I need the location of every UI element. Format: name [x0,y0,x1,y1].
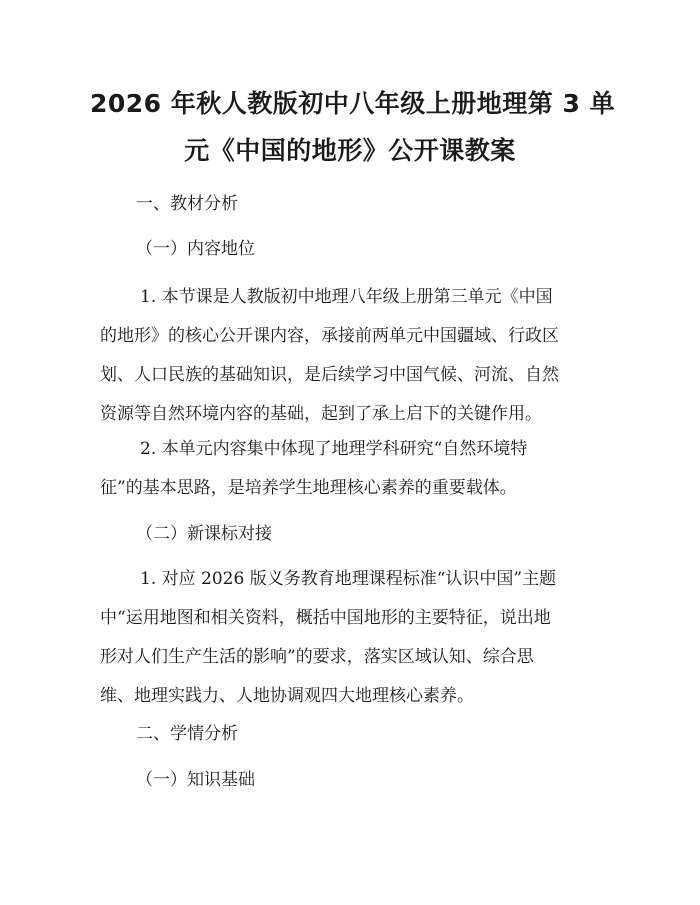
subsection-heading-content-position: （一）内容地位 [136,239,255,259]
paragraph-line: 1. 本节课是人教版初中地理八年级上册第三单元《中国 [140,287,553,307]
paragraph-line: 的地形》的核心公开课内容，承接前两单元中国疆域、行政区 [100,326,559,346]
subsection-heading-curriculum-standards: （二）新课标对接 [136,524,272,544]
document-title-line-1: 2026 年秋人教版初中八年级上册地理第 3 单 [90,89,616,118]
paragraph-line: 资源等自然环境内容的基础，起到了承上启下的关键作用。 [100,404,542,424]
paragraph-content-position-1 [100,285,620,426]
paragraph-content-position-2 [100,437,620,500]
paragraph-line: 征”的基本思路，是培养学生地理核心素养的重要载体。 [100,478,517,498]
subsection-heading-knowledge-base: （一）知识基础 [136,770,255,790]
paragraph-line: 维、地理实践力、人地协调观四大地理核心素养。 [100,686,474,706]
paragraph-line: 1. 对应 2026 版义务教育地理课程标准“认识中国”主题 [140,569,557,589]
paragraph-curriculum-standards-1 [100,567,620,708]
section-heading-textbook-analysis: 一、教材分析 [136,194,238,214]
section-heading-learner-analysis: 二、学情分析 [136,724,238,744]
paragraph-line: 2. 本单元内容集中体现了地理学科研究“自然环境特 [140,439,528,459]
document-title-line-2: 元《中国的地形》公开课教案 [184,136,516,165]
paragraph-line: 划、人口民族的基础知识，是后续学习中国气候、河流、自然 [100,365,559,385]
paragraph-line: 中“运用地图和相关资料，概括中国地形的主要特征，说出地 [100,608,551,628]
paragraph-line: 形对人们生产生活的影响”的要求，落实区域认知、综合思 [100,647,534,667]
